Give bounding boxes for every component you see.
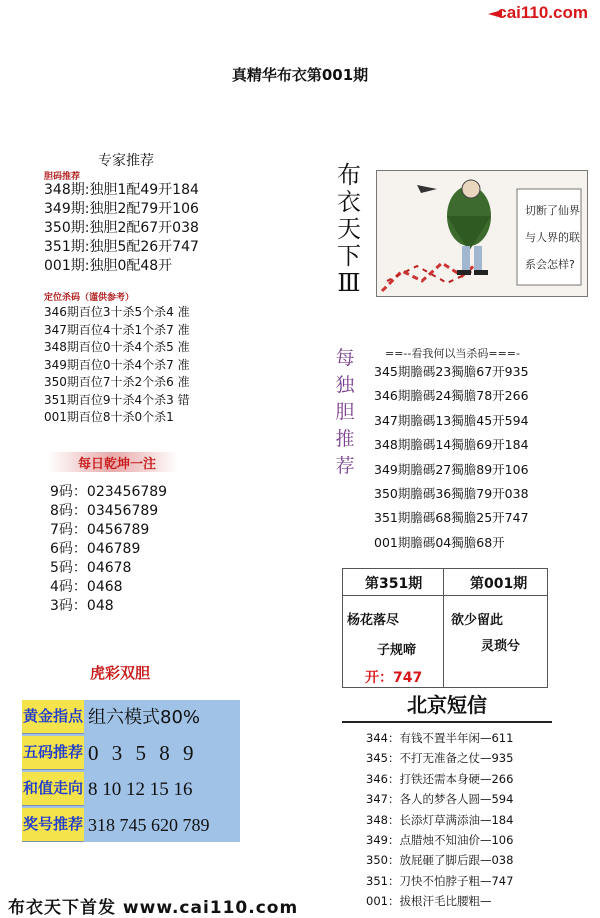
stairs-heading: ==--看我何以当杀码===-: [385, 347, 520, 360]
list-item: 001期膽碼04獨膽68开: [374, 534, 505, 550]
poem-box: [342, 568, 548, 688]
daily-list: [50, 483, 167, 616]
caption-line: 与人界的联: [525, 231, 580, 244]
row-value: 0 3 5 8 9: [88, 741, 198, 765]
list-item: 9码：023456789: [50, 484, 168, 500]
box-right-line-2: 灵琐兮: [481, 639, 521, 654]
cartoon-image: [376, 170, 588, 297]
list-item: 7码：0456789: [50, 522, 150, 538]
list-item: 345期膽碼23獨膽67开935: [374, 364, 529, 379]
list-item: 344：有钱不置半年闲—611: [366, 731, 514, 745]
brand-logo[interactable]: cai110.com: [497, 3, 588, 22]
row-value: 8 10 12 15 16: [88, 779, 193, 800]
row-label: 奖号推荐: [22, 808, 84, 842]
vertical-char: 荐: [335, 455, 355, 477]
row-label: 和值走向: [22, 772, 84, 806]
list-item: 350：放屁砸了脚后跟—038: [366, 853, 514, 868]
beijing-title: 北京短信: [342, 689, 552, 723]
list-item: 4码：0468: [50, 579, 123, 595]
list-item: 351期膽碼68獨膽25开747: [374, 510, 529, 526]
row-label: 黄金指点: [22, 700, 84, 734]
list-item: 346期膽碼24獨膽78开266: [374, 388, 529, 404]
table-row: [22, 808, 240, 843]
box-divider: [443, 569, 444, 687]
list-item: 350期百位7十杀2个杀6 准: [44, 375, 190, 389]
table-row: [22, 700, 240, 735]
daily-heading: 每日乾坤一注: [78, 457, 157, 472]
list-item: 001期百位8十杀0个杀1: [44, 410, 174, 424]
list-item: 347：各人的梦各人圆—594: [366, 792, 514, 807]
list-item: 346：打铁还需本身硬—266: [366, 771, 514, 786]
expert-heading: 专家推荐: [98, 153, 154, 169]
list-item: 3码：048: [50, 598, 114, 614]
title-char: 衣: [337, 188, 361, 216]
list-item: 349：点腊烛不知油价—106: [366, 833, 514, 848]
daily-dan-vertical: [333, 345, 357, 480]
vertical-title: [335, 162, 363, 297]
box-right-title: 第001期: [470, 576, 528, 592]
title-char: 下: [337, 242, 361, 270]
beijing-section: [342, 689, 552, 912]
vertical-char: 独: [335, 374, 355, 396]
list-item: 348期百位0十杀4个杀5 准: [44, 340, 190, 354]
row-label: 五码推荐: [22, 736, 84, 770]
kill-tag: 定位杀码（谨供参考）: [44, 293, 135, 303]
title-char: 天: [337, 215, 361, 243]
list-item: 6码：046789: [50, 541, 141, 557]
list-item: 348期膽碼14獨膽69开184: [374, 437, 529, 453]
list-item: 348期:独胆1配49开184: [44, 182, 199, 198]
list-item: 5码：04678: [50, 560, 132, 576]
list-item: 347期百位4十杀1个杀7 准: [44, 322, 190, 337]
list-item: 347期膽碼13獨膽45开594: [374, 412, 529, 428]
list-item: 345：不打无准备之仗—935: [366, 751, 514, 766]
row-value: 组六模式80%: [88, 707, 201, 728]
caption-line: 系会怎样?: [525, 258, 575, 271]
box-left-line-1: 杨花落尽: [347, 613, 400, 628]
list-item: 346期百位3十杀5个杀4 准: [44, 305, 190, 319]
list-item: 001期:独胆0配48开: [44, 258, 173, 274]
list-item: 349期膽碼27獨膽89开106: [374, 461, 529, 477]
caption-line: 切断了仙界: [525, 204, 580, 217]
list-item: 349期:独胆2配79开106: [44, 201, 199, 217]
list-item: 349期百位0十杀4个杀7 准: [44, 357, 190, 372]
box-left-line-2: 子规啼: [377, 643, 417, 658]
table-row: [22, 736, 240, 771]
page-title: 真精华布衣第001期: [231, 66, 369, 84]
list-item: 8码：03456789: [50, 503, 159, 519]
list-item: 351期百位9十杀4个杀3 错: [44, 392, 190, 407]
kill-list: [44, 304, 190, 427]
list-item: 351：刀快不怕脖子粗—747: [366, 873, 514, 888]
box-result: 开：747: [365, 670, 423, 686]
list-item: 351期:独胆5配26开747: [44, 239, 199, 255]
footer-brand[interactable]: 布衣天下首发 www.cai110.com: [8, 898, 299, 918]
stairs-list: [374, 360, 529, 555]
list-item: 348：长添灯草满添油—184: [366, 812, 514, 827]
beijing-list: [342, 728, 552, 912]
list-item: 350期膽碼36獨膽79开038: [374, 486, 529, 502]
table-row: [22, 772, 240, 807]
dan-list: [44, 181, 199, 276]
box-left-title: 第351期: [365, 576, 423, 592]
list-item: 350期:独胆2配67开038: [44, 220, 199, 236]
row-value: 318 745 620 789: [88, 815, 210, 835]
tiger-table: [22, 700, 240, 842]
box-right-line-1: 欲少留此: [451, 613, 504, 628]
cartoon-caption: [525, 197, 580, 278]
dan-tag: 胆码推荐: [44, 172, 81, 182]
title-char: Ⅲ: [337, 269, 361, 297]
list-item: 001：拔根汗毛比腰粗—: [366, 894, 492, 909]
vertical-char: 每: [335, 347, 355, 369]
vertical-char: 推: [335, 428, 355, 450]
tiger-heading: 虎彩双胆: [90, 664, 151, 682]
vertical-char: 胆: [335, 401, 355, 423]
title-char: 布: [337, 161, 361, 189]
